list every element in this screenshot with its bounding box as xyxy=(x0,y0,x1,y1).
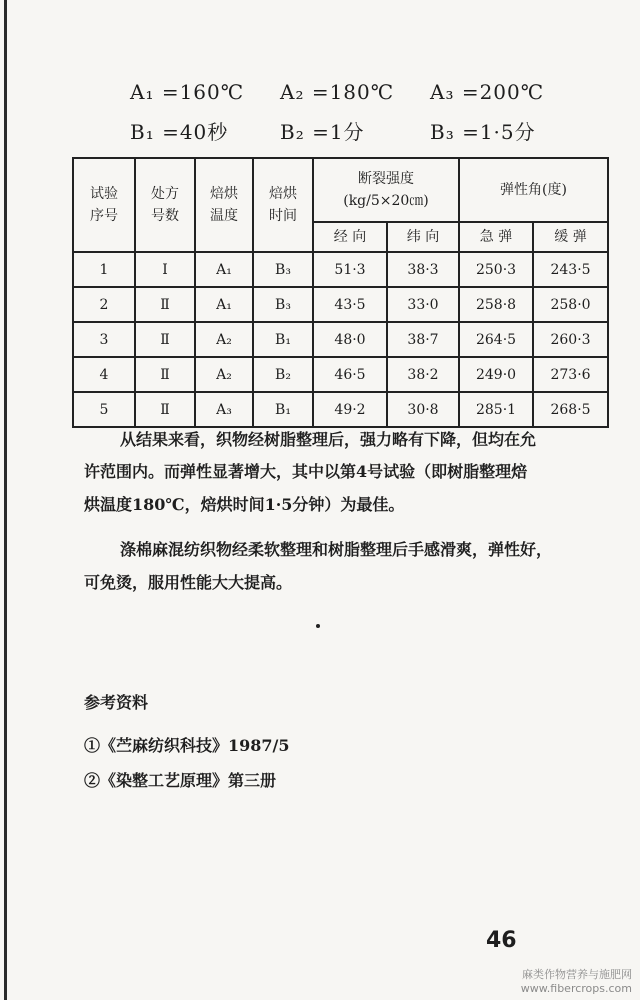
cell-warp: 48·0 xyxy=(313,322,387,357)
cell-slow: 243·5 xyxy=(533,252,608,287)
cell-recipe: Ⅰ xyxy=(135,252,195,287)
header-strength-label: 断裂强度 xyxy=(358,171,414,187)
temperature-definitions xyxy=(130,80,544,104)
table-row xyxy=(73,252,608,287)
cell-warp: 49·2 xyxy=(313,392,387,427)
cell-urgent: 285·1 xyxy=(459,392,533,427)
header-recipe: 处方号数 xyxy=(135,158,195,252)
table-row xyxy=(73,287,608,322)
cell-time: B₂ xyxy=(253,357,313,392)
cell-recipe: Ⅱ xyxy=(135,392,195,427)
cell-time: B₃ xyxy=(253,252,313,287)
conclusion-line-3: 烘温度180℃，焙烘时间1·5分钟）为最佳。 xyxy=(84,495,405,514)
header-strength-unit: (kg/5×20㎝) xyxy=(343,193,429,209)
cell-slow: 260·3 xyxy=(533,322,608,357)
cell-seq: 4 xyxy=(73,357,135,392)
cell-recipe: Ⅱ xyxy=(135,322,195,357)
table-row xyxy=(73,392,608,427)
cell-urgent: 249·0 xyxy=(459,357,533,392)
cell-recipe: Ⅱ xyxy=(135,357,195,392)
scan-edge-rule xyxy=(4,0,7,1000)
table-row xyxy=(73,357,608,392)
header-time: 焙烘时间 xyxy=(253,158,313,252)
references-title: 参考资料 xyxy=(84,693,149,712)
ink-dot xyxy=(316,624,320,628)
def-a3: A₃ =200℃ xyxy=(430,80,545,104)
time-definitions xyxy=(130,116,536,145)
header-elastic: 弹性角(度) xyxy=(459,158,608,222)
cell-seq: 5 xyxy=(73,392,135,427)
table-row xyxy=(73,322,608,357)
cell-urgent: 250·3 xyxy=(459,252,533,287)
conclusion-line-5: 可免烫，服用性能大大提高。 xyxy=(84,573,293,592)
conclusion-line-2: 许范围内。而弹性显著增大，其中以第4号试验（即树脂整理焙 xyxy=(84,462,528,481)
conclusion-line-1: 从结果来看，织物经树脂整理后，强力略有下降，但均在允 xyxy=(120,430,537,449)
def-a2: A₂ =180℃ xyxy=(280,80,395,104)
cell-urgent: 258·8 xyxy=(459,287,533,322)
cell-time: B₁ xyxy=(253,322,313,357)
cell-weft: 38·3 xyxy=(387,252,459,287)
header-strength xyxy=(313,158,459,222)
header-warp: 经 向 xyxy=(313,222,387,252)
def-b1: B₁ =40秒 xyxy=(130,120,229,144)
cell-slow: 268·5 xyxy=(533,392,608,427)
cell-time: B₃ xyxy=(253,287,313,322)
def-a1: A₁ =160℃ xyxy=(130,80,245,104)
cell-slow: 273·6 xyxy=(533,357,608,392)
cell-temp: A₁ xyxy=(195,252,253,287)
watermark-line-2: www.fibercrops.com xyxy=(520,982,632,995)
def-b3: B₃ =1·5分 xyxy=(430,120,536,144)
reference-1: ①《苎麻纺织科技》1987/5 xyxy=(84,736,290,755)
cell-slow: 258·0 xyxy=(533,287,608,322)
header-temp: 焙烘温度 xyxy=(195,158,253,252)
header-seq: 试验序号 xyxy=(73,158,135,252)
cell-temp: A₃ xyxy=(195,392,253,427)
def-b2: B₂ =1分 xyxy=(280,120,365,144)
results-table xyxy=(72,157,609,428)
cell-weft: 38·2 xyxy=(387,357,459,392)
cell-warp: 43·5 xyxy=(313,287,387,322)
cell-temp: A₂ xyxy=(195,322,253,357)
cell-time: B₁ xyxy=(253,392,313,427)
page-number: 46 xyxy=(486,928,517,953)
cell-seq: 2 xyxy=(73,287,135,322)
header-weft: 纬 向 xyxy=(387,222,459,252)
watermark-line-1: 麻类作物营养与施肥网 xyxy=(522,968,632,981)
cell-weft: 33·0 xyxy=(387,287,459,322)
cell-recipe: Ⅱ xyxy=(135,287,195,322)
cell-weft: 30·8 xyxy=(387,392,459,427)
cell-seq: 1 xyxy=(73,252,135,287)
cell-weft: 38·7 xyxy=(387,322,459,357)
cell-warp: 51·3 xyxy=(313,252,387,287)
cell-temp: A₁ xyxy=(195,287,253,322)
cell-seq: 3 xyxy=(73,322,135,357)
header-urgent: 急 弹 xyxy=(459,222,533,252)
cell-temp: A₂ xyxy=(195,357,253,392)
cell-urgent: 264·5 xyxy=(459,322,533,357)
conclusion-line-4: 涤棉麻混纺织物经柔软整理和树脂整理后手感滑爽，弹性好， xyxy=(120,540,553,559)
cell-warp: 46·5 xyxy=(313,357,387,392)
header-slow: 缓 弹 xyxy=(533,222,608,252)
reference-2: ②《染整工艺原理》第三册 xyxy=(84,771,277,790)
